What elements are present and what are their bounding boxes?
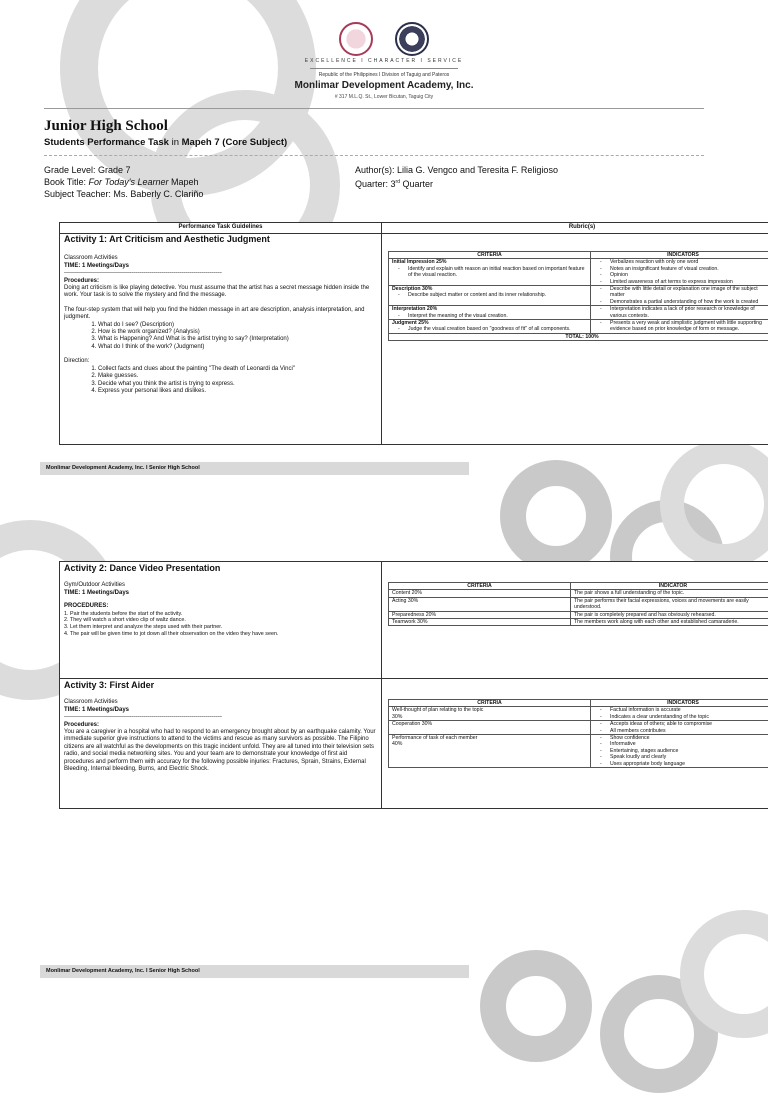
activity1-proc-label: Procedures: (64, 278, 376, 285)
criteria-pct: 40% (392, 741, 587, 747)
activity1-rubric-table (388, 251, 768, 341)
list-item: - Interpretation indicates a lack of prior research or knowledge of various contexts. (610, 306, 768, 319)
activity3-dashes: ------------------------------------------------------------------------------- (64, 714, 378, 721)
criteria-cell (389, 286, 591, 306)
table-row (389, 306, 768, 320)
list-item: - Demonstrates a partial understanding of how the work is created (610, 299, 768, 305)
page-footer: Monlimar Development Academy, Inc. I Senior High School (40, 965, 469, 978)
list-item: - Limited awareness of art terms to express impression (610, 279, 768, 285)
list-item: - Factual information is accurate (610, 707, 768, 713)
authors (355, 164, 558, 176)
list-item: - Notes an insignificant feature of visual creation. (610, 266, 768, 272)
activity1-title: Activity 1: Art Criticism and Aesthetic Judgment (64, 236, 376, 243)
activity1-para1: Doing art criticism is like playing detective. You must assume that the artist has a secret message hidden inside the work. Your task is to solve the mystery and find the message. (64, 285, 376, 300)
col-header: CRITERIA (389, 700, 591, 707)
activity2-guidelines (64, 565, 376, 638)
subject-teacher (44, 188, 203, 200)
activity3-rubric (388, 699, 768, 768)
table-row (389, 700, 768, 707)
activity3-time: TIME: 1 Meetings/Days (64, 707, 378, 714)
activity2-proc-label: PROCEDURES: (64, 603, 376, 610)
school-address: # 317 M.L.Q. St., Lower Bicutan, Taguig City (0, 94, 768, 100)
activity1-steps (64, 322, 376, 352)
criteria-cell (389, 721, 591, 735)
list-item: 3. Let them interpret and analyze the steps used with their partner. (64, 624, 376, 631)
criteria-cell: Teamwork 30% (389, 619, 571, 626)
criteria-desc: - Describe subject matter or content and its inner relationship. (408, 292, 587, 298)
quarter-sup: rd (396, 179, 400, 185)
rubric-header: Rubric(s) (382, 224, 768, 230)
division-seal-icon (395, 22, 429, 56)
activity3-para: You are a caregiver in a hospital who had to respond to an emergency brought about by an earthquake calamity. Your immediate superior give instructions to attend to the victims and rescue as many survivors as possible. The Filipino citizens are all watchful as the developments on this tragic incident unfold. They are all tuned into their television sets radio, and social media networking sites. You and your team are to demonstrate your knowledge of first aid procedures and perform them with accuracy for the following possible injuries: Fractures, Sprain, Strains, External Bleeding, Internal bleeding, Burns, and Electric Shock. (64, 729, 378, 773)
subtitle-subject: Mapeh 7 (Core Subject) (182, 137, 288, 148)
indicator-cell: The pair shows a full understanding of the topic. (571, 590, 768, 597)
activity2-rubric (388, 582, 768, 626)
quarter-label: Quarter: (355, 179, 391, 189)
subtitle-in: in (169, 137, 182, 148)
criteria-cell (389, 259, 591, 286)
activity2-title: Activity 2: Dance Video Presentation (64, 565, 376, 572)
activity2-time: TIME: 1 Meetings/Days (64, 590, 376, 597)
criteria-name: Cooperation 30% (392, 721, 587, 727)
teacher-label: Subject Teacher: (44, 189, 113, 199)
book-rest: Mapeh (168, 177, 198, 187)
indicator-cell (591, 286, 768, 306)
criteria-name: Initial Impression 25% (392, 259, 447, 265)
meta-left (44, 164, 203, 200)
table-row (389, 590, 768, 597)
list-item: 2. How is the work organized? (Analysis) (98, 329, 376, 336)
activity23-table (59, 561, 768, 809)
activity3-type: Classroom Activities (64, 699, 378, 706)
criteria-name: Well-thought of plan relating to the topic (392, 707, 587, 713)
quarter-word: Quarter (400, 179, 433, 189)
divider (381, 562, 382, 808)
criteria-cell (389, 735, 591, 768)
guidelines-header: Performance Task Guidelines (60, 224, 381, 230)
indicator-cell (591, 707, 768, 721)
divider (44, 155, 704, 156)
col-header: INDICATORS (591, 700, 768, 707)
book-label: Book Title: (44, 177, 89, 187)
activity1-guidelines (64, 236, 376, 395)
page-footer: Monlimar Development Academy, Inc. I Senior High School (40, 462, 469, 475)
quarter (355, 176, 558, 190)
table-row (389, 611, 768, 618)
table-row (389, 333, 768, 340)
author-value: Lilia G. Vengco and Teresita F. Religioso (397, 165, 558, 175)
table-row (389, 286, 768, 306)
divider (60, 678, 768, 679)
indicator-cell (591, 735, 768, 768)
page-subtitle (44, 137, 287, 148)
col-header: CRITERIA (389, 583, 571, 590)
list-item: 1. Collect facts and clues about the painting "The death of Leonardi da Vinci" (98, 366, 376, 373)
criteria-name: Description 30% (392, 286, 432, 292)
list-item: - Indicates a clear understanding of the topic (610, 714, 768, 720)
list-item: - Entertaining, stages audience (610, 748, 768, 754)
divider (310, 68, 458, 69)
activity1-table (59, 222, 768, 445)
activity2-steps (64, 611, 376, 638)
list-item: 2. Make guesses. (98, 373, 376, 380)
divider (44, 108, 704, 109)
list-item: 3. Decide what you think the artist is trying to express. (98, 381, 376, 388)
criteria-desc: - Interpret the meaning of the visual creation. (408, 313, 587, 319)
activity1-dashes: ------------------------------------------------------------------------------- (64, 270, 376, 277)
list-item: 4. Express your personal likes and dislikes. (98, 388, 376, 395)
list-item: 1. What do I see? (Description) (98, 322, 376, 329)
activity3-proc-label: Procedures: (64, 722, 378, 729)
list-item: - Informative (610, 741, 768, 747)
list-item: 2. They will watch a short video clip of waltz dance. (64, 617, 376, 624)
criteria-cell (389, 320, 591, 334)
criteria-pct: 30% (392, 714, 587, 720)
table-row (389, 252, 768, 259)
table-row (389, 583, 768, 590)
activity1-type: Classroom Activities (64, 255, 376, 262)
criteria-cell (389, 306, 591, 320)
page-title: Junior High School (44, 118, 168, 135)
table-row (389, 597, 768, 611)
indicator-cell: The pair is completely prepared and has obviously rehearsed. (571, 611, 768, 618)
table-row (389, 707, 768, 721)
book-title (44, 176, 203, 188)
total-cell: TOTAL: 100% (389, 333, 768, 340)
list-item: - Describe with little detail or explanation one image of the subject matter (610, 286, 768, 299)
list-item: - Show confidence (610, 735, 768, 741)
table-row (389, 619, 768, 626)
school-name: Monlimar Development Academy, Inc. (0, 80, 768, 91)
activity3-title: Activity 3: First Aider (64, 682, 378, 689)
list-item: - Speak loudly and clearly (610, 754, 768, 760)
list-item: - Verbalizes reaction with only one word (610, 259, 768, 265)
author-label: Author(s): (355, 165, 397, 175)
criteria-name: Judgment 25% (392, 320, 429, 326)
col-header: INDICATOR (571, 583, 768, 590)
table-row (389, 721, 768, 735)
criteria-cell: Acting 30% (389, 597, 571, 611)
list-item: - Opinion (610, 272, 768, 278)
criteria-desc: - Judge the visual creation based on "goodness of fit" of all components. (408, 326, 587, 332)
activity2-rubric-table (388, 582, 768, 626)
activity1-rubric (388, 251, 768, 341)
divider (381, 223, 382, 444)
activity1-directions (64, 366, 376, 396)
criteria-cell (389, 707, 591, 721)
indicator-cell (591, 721, 768, 735)
list-item: 1. Pair the students before the start of the activity. (64, 611, 376, 618)
criteria-cell: Preparedness 20% (389, 611, 571, 618)
criteria-name: Interpretation 20% (392, 306, 437, 312)
school-seal-icon (339, 22, 373, 56)
activity3-guidelines (64, 682, 378, 773)
indicator-cell: The members work along with each other and established camaraderie. (571, 619, 768, 626)
activity1-direction-label: Direction: (64, 358, 376, 365)
list-item: 3. What is Happening? And What is the artist trying to say? (Interpretation) (98, 336, 376, 343)
republic-line: Republic of the Philippines I Division of Taguig and Pateros (0, 72, 768, 78)
table-row (389, 735, 768, 768)
teacher-value: Ms. Baberly C. Clariño (113, 189, 203, 199)
indicator-cell (591, 320, 768, 334)
quarter-num: 3 (391, 179, 396, 189)
activity2-type: Gym/Outdoor Activities (64, 582, 376, 589)
indicator-cell: The pair performs their facial expressions, voices and movements are easily understood. (571, 597, 768, 611)
tagline: EXCELLENCE I CHARACTER I SERVICE (0, 58, 768, 64)
criteria-name: Performance of task of each member (392, 735, 587, 741)
list-item: - Accepts ideas of others; able to compromise (610, 721, 768, 727)
logo-row (0, 22, 768, 56)
table-row (389, 320, 768, 334)
indicator-cell (591, 306, 768, 320)
activity1-time: TIME: 1 Meetings/Days (64, 263, 376, 270)
activity1-para2: The four-step system that will help you find the hidden message in art are description, analysis interpretation, and judgment. (64, 307, 376, 322)
col-header: INDICATORS (591, 252, 768, 259)
table-row (389, 259, 768, 286)
list-item: - All members contributes (610, 728, 768, 734)
indicator-cell (591, 259, 768, 286)
list-item: 4. The pair will be given time to jot down all their observation on the video they have seen. (64, 631, 376, 638)
criteria-desc: - Identify and explain with reason an initial reaction based on important feature of the visual reaction. (408, 266, 587, 279)
meta-right (355, 164, 558, 190)
col-header: CRITERIA (389, 252, 591, 259)
grade-value: Grade 7 (98, 165, 131, 175)
grade-level (44, 164, 203, 176)
book-italic: For Today's Learner (89, 177, 169, 187)
list-item: - Uses appropriate body language (610, 761, 768, 767)
subtitle-prefix: Students Performance Task (44, 137, 169, 148)
list-item: - Presents a very weak and simplistic judgment with little supporting evidence based on prior knowledge of form or message. (610, 320, 768, 333)
grade-label: Grade Level: (44, 165, 98, 175)
list-item: 4. What do I think of the work? (Judgment) (98, 344, 376, 351)
activity3-rubric-table (388, 699, 768, 768)
criteria-cell: Content 20% (389, 590, 571, 597)
